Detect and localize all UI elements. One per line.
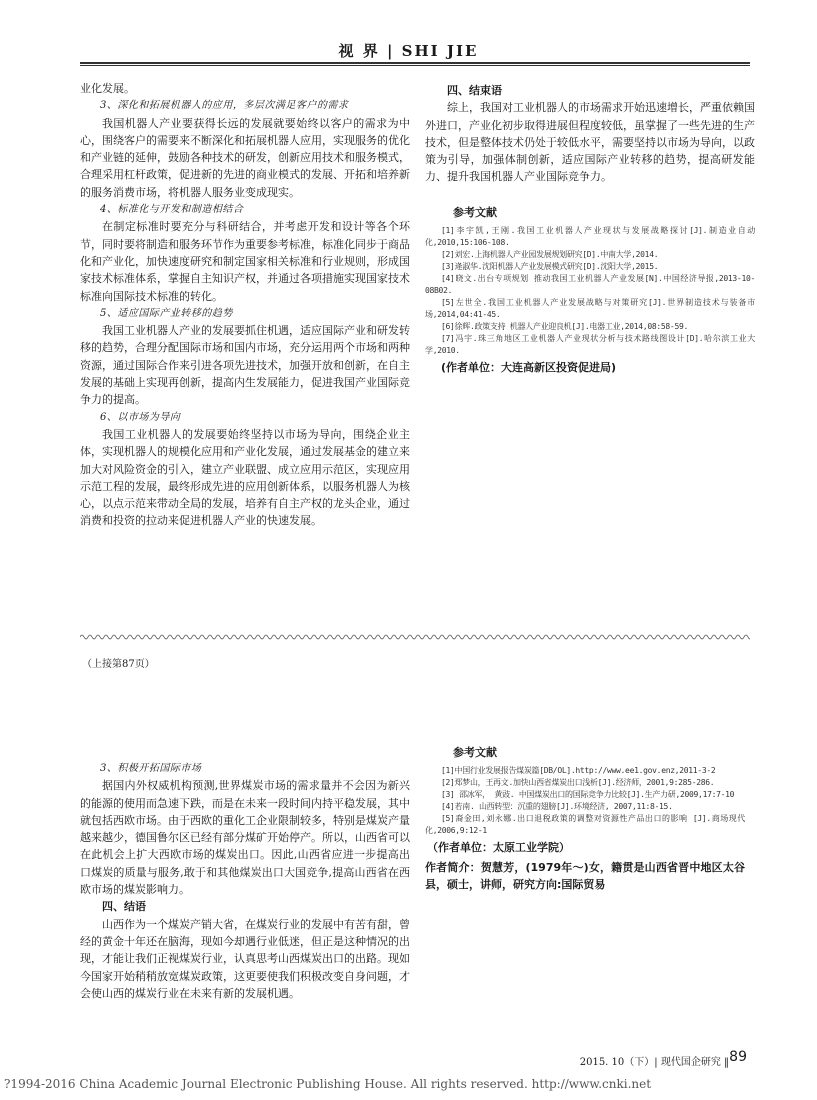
reference-item: [5]裔金田,刘永娜.出口退税政策的调整对资源性产品出口的影响 [J].商场现代化,2006,9:12-1 xyxy=(425,814,745,836)
section-heading: 四、结语 xyxy=(102,900,146,914)
page-header-title: 视 界 | SHI JIE xyxy=(338,42,479,60)
reference-item: [4]晓文.出台专项规划 推动我国工业机器人产业发展[N].中国经济导报,2013-10-08B02. xyxy=(425,274,755,296)
body-paragraph: 山西作为一个煤炭产销大省，在煤炭行业的发展中有苦有甜，曾经的黄金十年还在脑海，现如今却遇行业低迷，但正是这种情况的出现，才能让我们正视煤炭行业，认真思考山西煤炭出口的出路。现如今国家开始稍稍放宽煤炭政策，这更要使我们积极改变自身问题，才会使山西的煤炭行业在未来有新的发展机遇。 xyxy=(80,917,410,1000)
author-affiliation-2: （作者单位：太原工业学院） xyxy=(427,841,570,855)
reference-item: [2]郑梦山，王再文.加快山西省煤炭出口浅析[J].经济师，2001,9:285-286. xyxy=(441,778,715,788)
top-left-column xyxy=(80,80,410,530)
wave-divider xyxy=(80,632,750,642)
reference-item: [3] 邵冰军， 黄豉. 中国煤炭出口的国际竞争力比较[J].生产力研,2009,17:7-10 xyxy=(441,790,735,800)
copyright-line: ?1994-2016 China Academic Journal Electronic Publishing House. All rights reserved. http://www.cnki.net xyxy=(4,1077,652,1091)
header-rule xyxy=(80,62,750,64)
section-heading: 3、深化和拓展机器人的应用，多层次满足客户的需求 xyxy=(100,100,349,112)
reference-item: [6]徐辉.政策支持 机器人产业迎良机[J].电器工业,2014,08:58-59. xyxy=(441,322,688,332)
references-title: 参考文献 xyxy=(453,205,497,219)
reference-item: [3]逄淑华.沈阳机器人产业发展模式研究[D].沈阳大学,2015. xyxy=(441,262,659,272)
header-rule-thin xyxy=(80,65,750,66)
conclusion-text: 综上，我国对工业机器人的市场需求开始迅速增长，严重依赖国外进口，产业化初步取得进展但程度较低，虽掌握了一些先进的生产技术，但是整体技术仍处于较低水平，需要坚持以市场为导向，以政策为引导，加强体制创新，适应国际产业转移的趋势，提高研发能力、提升我国机器人产业国际竞争力。 xyxy=(425,101,755,184)
bottom-left-column xyxy=(80,760,410,1002)
section-heading: 3、积极开拓国际市场 xyxy=(100,763,202,774)
reference-item: [2]刘宏.上海机器人产业园发展规划研究[D].中南大学,2014. xyxy=(441,250,659,260)
body-paragraph: 业化发展。 xyxy=(80,82,135,95)
section-heading: 4、标准化与开发和制造相结合 xyxy=(100,204,244,216)
conclusion-heading: 四、结束语 xyxy=(447,84,502,97)
reference-item: [5]左世全.我国工业机器人产业发展战略与对策研究[J].世界制造技术与装备市场,2014,04:41-45. xyxy=(425,298,755,320)
reference-item: [1]中国行业发展报告煤炭篇[DB/OL].http://www.ee1.gov.enz,2011-3-2 xyxy=(441,766,716,776)
body-paragraph: 据国内外权威机构预测,世界煤炭市场的需求量并不会因为新兴的能源的使用而急速下跌，而是在未来一段时间内持平稳发展，其中就包括西欧市场。由于西欧的重化工企业限制较多，特别是煤炭产量越来越少，德国鲁尔区已经有部分煤矿开始停产。所以，山西省可以在此机会上扩大西欧市场的煤炭出口。因此,山西省应进一步提高出口煤炭的质量与服务,敢于和其他煤炭出口大国竞争,提高山西省在西欧市场的煤炭影响力。 xyxy=(80,779,410,897)
body-paragraph: 我国机器人产业要获得长远的发展就要始终以客户的需求为中心，围绕客户的需要来不断深化和拓展机器人应用，实现服务的优化和产业链的延伸，鼓励各种技术的研发，创新应用技术和服务模式，合理采用杠杆政策，促进新的先进的商业模式的发展、开拓和培养新的服务消费市场，将机器人服务业变成现实。 xyxy=(80,116,410,199)
body-paragraph: 我国工业机器人的发展要始终坚持以市场为导向，围绕企业主体，实现机器人的规模化应用和产业化发展，通过发展基金的建立来加大对风险资金的引入，建立产业联盟、成立应用示范区，实现应用示范工程的发展，最终形成先进的应用创新体系，以服务机器人为核心，以点示范来带动全局的发展，培养有自主产权的龙头企业，通过消费和投资的拉动来促进机器人产业的快速发展。 xyxy=(80,427,410,528)
author-affiliation: (作者单位：大连高新区投资促进局) xyxy=(441,361,617,375)
body-paragraph: 在制定标准时要充分与科研结合，并考虑开发和设计等各个环节，同时要将制造和服务环节作为重要参考标准，标准化同步于商品化和产业化，加快速度研究和制定国家相关标准和行业规则，形成国家技术标准体系，掌握自主知识产权，并通过各项措施实现国家技术标准向国际技术标准的转化。 xyxy=(80,220,410,303)
footer-issue: 2015. 10（下）| 现代国企研究 ‖ xyxy=(579,1057,729,1068)
reference-item: [7]冯宇.珠三角地区工业机器人产业现状分析与技术路线图设计[D].哈尔滨工业大学,2010. xyxy=(425,334,755,356)
reference-item: [1]李宇凯,王刚.我国工业机器人产业现状与发展战略探讨[J].制造业自动化,2010,15:106-108. xyxy=(425,226,755,248)
body-paragraph: 我国工业机器人产业的发展要抓住机遇，适应国际产业和研发转移的趋势，合理分配国际市场和国内市场，充分运用两个市场和两种资源，通过国际合作来引进各项先进技术，加强开放和创新，在自主发展的基础上实现再创新，提高内生发展能力，促进我国产业国际竞争力的提高。 xyxy=(80,324,410,407)
references-list-2 xyxy=(425,765,745,837)
section-heading: 6、以市场为导向 xyxy=(100,411,181,423)
references-list xyxy=(425,225,755,357)
author-bio: 作者简介：贺慧芳，(1979年～)女，籍贯是山西省晋中地区太谷县，硕士，讲师，研究方向:国际贸易 xyxy=(425,860,745,891)
section-heading: 5、适应国际产业转移的趋势 xyxy=(100,307,233,319)
reference-item: [4]若南. 山西转型：沉重的翅膀[J].环境经济, 2007,11:8-15. xyxy=(441,802,673,812)
bottom-right-column xyxy=(425,744,745,893)
top-right-column xyxy=(425,82,755,376)
references-title-2: 参考文献 xyxy=(453,746,497,759)
page-number: 89 xyxy=(729,1049,747,1065)
continued-note: （上接第87页） xyxy=(82,659,155,670)
